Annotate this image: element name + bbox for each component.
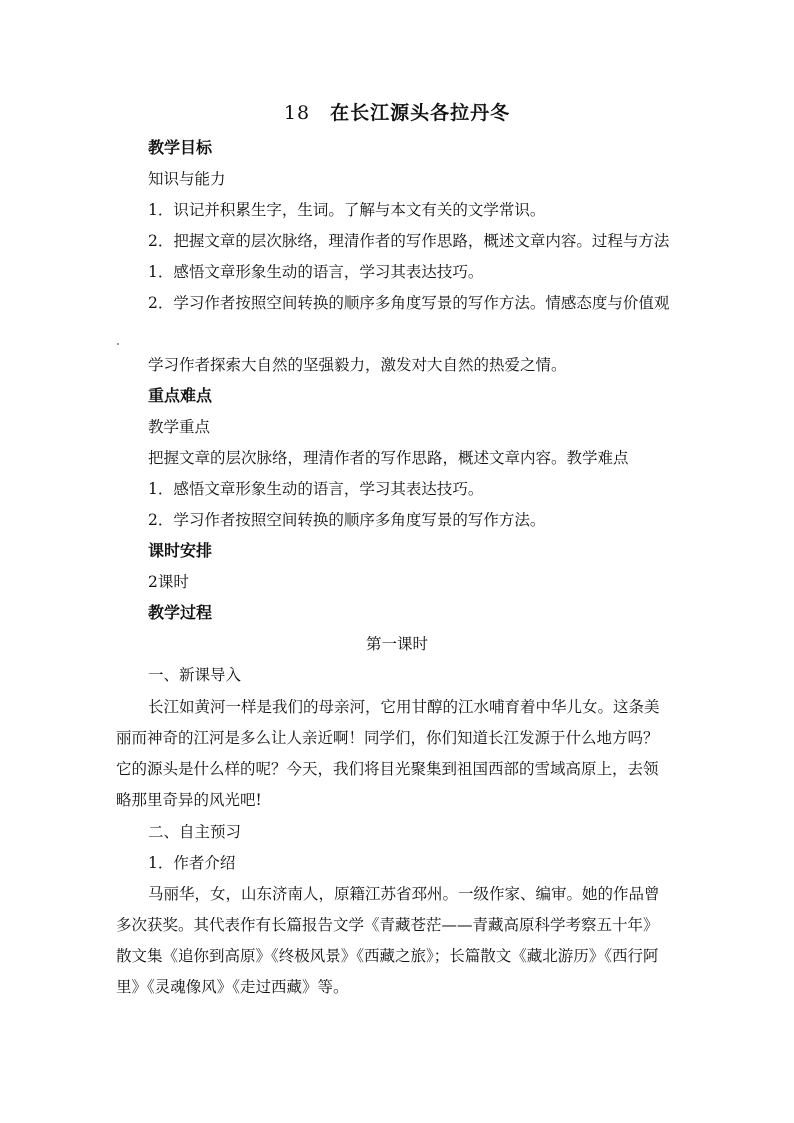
knowledge-item-2: 2．把握文章的层次脉络，理清作者的写作思路，概述文章内容。过程与方法: [148, 232, 670, 250]
heading-process: 教学过程: [148, 603, 213, 622]
title-text: 在长江源头各拉丹冬: [330, 102, 511, 124]
author-line-2: 多次获奖。其代表作有长篇报告文学《青藏苍茫——青藏高原科学考察五十年》: [116, 916, 659, 934]
difficulty-item-1: 1．感悟文章形象生动的语言，学习其表达技巧。: [148, 480, 484, 498]
knowledge-item-1: 1．识记并积累生字，生词。了解与本文有关的文学常识。: [148, 201, 546, 219]
intro-line-1: 长江如黄河一样是我们的母亲河，它用甘醇的江水哺育着中华儿女。这条美: [148, 698, 660, 716]
intro-line-3: 它的源头是什么样的呢？今天，我们将目光聚集到祖国西部的雪域高原上，去领: [116, 760, 659, 778]
section-2-1-title: 1．作者介绍: [148, 854, 236, 872]
author-line-3: 散文集《追你到高原》《终极风景》《西藏之旅》；长篇散文《藏北游历》《西行阿: [116, 947, 659, 965]
page-title: [0, 98, 794, 125]
stray-mark: [117, 343, 119, 345]
title-number: 18: [283, 102, 311, 124]
heading-goals: 教学目标: [148, 138, 213, 157]
schedule-text: 2课时: [148, 573, 189, 591]
process-item-1: 1．感悟文章形象生动的语言，学习其表达技巧。: [148, 263, 484, 281]
section-2-title: 二、自主预习: [148, 823, 242, 841]
heading-key-points: 重点难点: [148, 386, 213, 405]
lesson-1-title: 第一课时: [365, 635, 428, 653]
process-item-2: 2．学习作者按照空间转换的顺序多角度写景的写作方法。情感态度与价值观: [148, 294, 670, 312]
intro-line-4: 略那里奇异的风光吧!: [116, 791, 262, 809]
emotion-item: 学习作者探索大自然的坚强毅力，激发对大自然的热爱之情。: [148, 356, 567, 374]
subheading-knowledge: 知识与能力: [148, 170, 226, 188]
author-line-4: 里》《灵魂像风》《走过西藏》等。: [116, 978, 349, 996]
intro-line-2: 丽而神奇的江河是多么让人亲近啊！同学们，你们知道长江发源于什么地方吗？: [116, 729, 659, 747]
subheading-focus: 教学重点: [148, 418, 211, 436]
section-1-title: 一、新课导入: [148, 666, 242, 684]
difficulty-item-2: 2．学习作者按照空间转换的顺序多角度写景的写作方法。: [148, 511, 546, 529]
focus-text: 把握文章的层次脉络，理清作者的写作思路，概述文章内容。教学难点: [148, 449, 629, 467]
heading-schedule: 课时安排: [148, 541, 213, 560]
author-line-1: 马丽华，女，山东济南人，原籍江苏省邳州。一级作家、编审。她的作品曾: [148, 885, 660, 903]
